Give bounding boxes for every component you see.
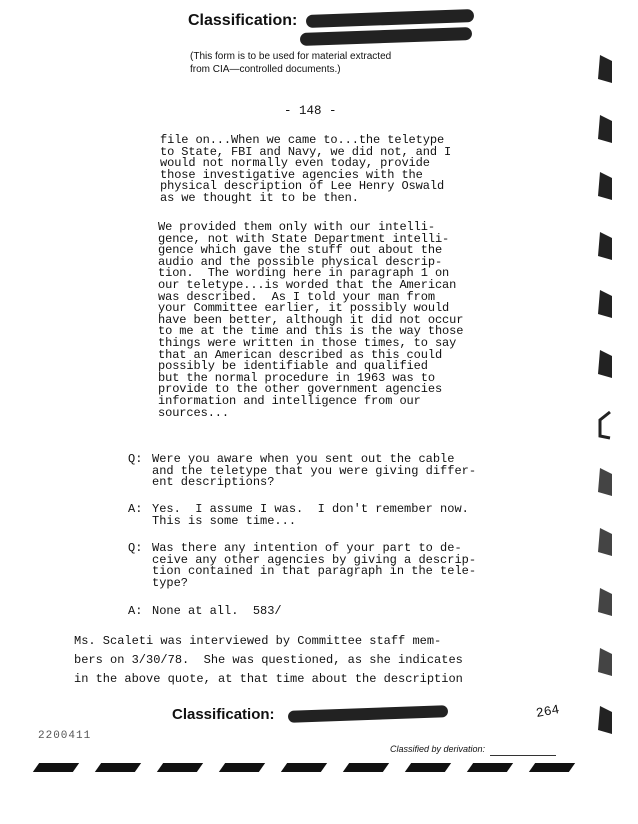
qa-text: Were you aware when you sent out the cable and the teletype that you were giving differ- ent descriptions? — [152, 452, 477, 490]
classification-label-top: Classification: — [188, 12, 298, 29]
qa-text: Was there any intention of your part to de- ceive any other agencies by giving a descrip- tion contained in that paragraph in the tele- type? — [152, 541, 477, 590]
form-note-line1: (This form is to be used for material extracted — [190, 51, 392, 62]
closing-paragraph: Ms. Scaleti was interviewed by Committee staff mem- bers on 3/30/78. She was questioned, as she indicates in the above quote, at that time about the description — [74, 634, 463, 686]
classified-by-underline — [490, 755, 556, 756]
page-number: - 148 - — [284, 104, 337, 118]
classification-label-bottom: Classification: — [172, 706, 275, 723]
page-corner-number: 264 — [534, 702, 561, 721]
redaction-mark-top — [306, 9, 474, 28]
redaction-mark-bottom — [288, 705, 448, 723]
classified-by-line: Classified by derivation: — [390, 744, 486, 754]
qa-text: None at all. 583/ — [152, 604, 282, 618]
paragraph-1: file on...When we came to...the teletype to State, FBI and Navy, we did not, and I would not normally even today, provide those investigative agencies with the physical description of Lee Henry Oswald as we thought it to be then. — [160, 133, 452, 205]
redaction-mark-top-2 — [300, 27, 472, 46]
qa-label: A: — [128, 502, 143, 516]
qa-label: Q: — [128, 541, 143, 555]
document-stamp-number: 2200411 — [38, 730, 92, 742]
qa-label: A: — [128, 604, 143, 618]
qa-text: Yes. I assume I was. I don't remember now. This is some time... — [152, 502, 469, 528]
form-note — [190, 50, 470, 76]
form-note-line2: from CIA—controlled documents.) — [190, 64, 341, 75]
paragraph-2: We provided them only with our intelli- gence, not with State Department intelli- gence which gave the stuff out about the audio and the possible physical descrip- tion. The wording here in paragraph 1 on our teletype...is worded that the American was described. As I told your man from your Committee earlier, it possibly would have been better, although it did not occur to me at the time and this is the way those things were written in those times, to say that an American described as this could possibly be identifiable and qualified but the normal procedure in 1963 was to provide to the other government agencies information and intelligence from our sources... — [158, 220, 464, 420]
qa-label: Q: — [128, 452, 143, 466]
